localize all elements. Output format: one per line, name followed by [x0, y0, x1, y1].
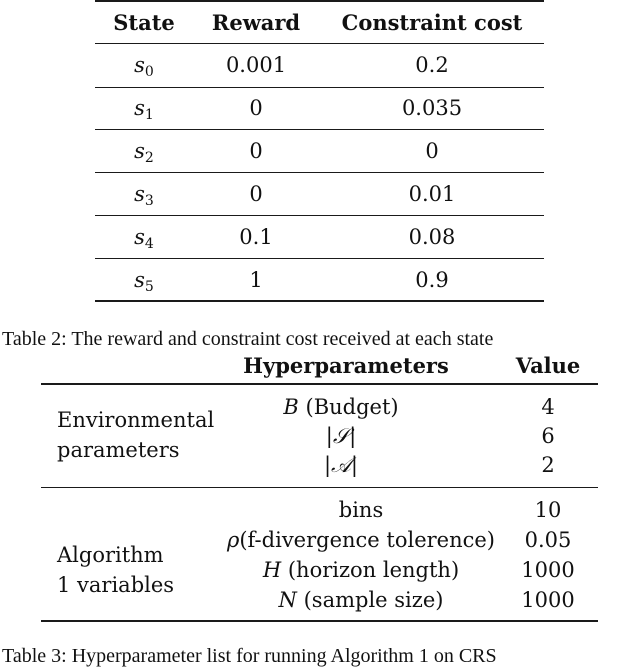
header-state: State: [113, 10, 175, 35]
group-label-line1: Environmental: [57, 408, 215, 432]
cost-cell: 0: [425, 139, 439, 163]
value-cell: 2: [541, 453, 555, 477]
header-value: Value: [515, 353, 581, 378]
param-cell: H (horizon length): [262, 558, 460, 582]
cost-cell: 0.01: [408, 182, 456, 206]
header-rule: [41, 383, 598, 385]
param-cell: |𝒜|: [323, 453, 359, 477]
value-cell: 1000: [521, 588, 575, 612]
table-2-caption: Table 2: The reward and constraint cost received at each state: [2, 328, 494, 350]
row-rule: [95, 87, 544, 88]
reward-cell: 0.001: [225, 53, 287, 77]
value-cell: 10: [534, 498, 562, 522]
cost-cell: 0.2: [415, 53, 449, 77]
reward-cell: 0: [249, 96, 263, 120]
header-rule: [95, 43, 544, 44]
row-rule: [95, 129, 544, 130]
state-cell: $s_3$: [134, 182, 154, 209]
value-cell: 6: [541, 424, 555, 448]
param-cell: ρ(f-divergence tolerence): [226, 528, 496, 552]
reward-cell: 0: [249, 139, 263, 163]
state-cell: $s_2$: [134, 139, 154, 166]
cost-cell: 0.9: [415, 268, 449, 292]
state-cell: $s_4$: [134, 225, 154, 252]
header-constraint-cost: Constraint cost: [341, 10, 523, 35]
state-cell: $s_1$: [134, 96, 154, 123]
param-cell: N (sample size): [278, 588, 444, 612]
param-cell: |𝒮|: [325, 424, 357, 448]
table-3-caption: Table 3: Hyperparameter list for running Algorithm 1 on CRS: [2, 645, 497, 667]
row-rule: [95, 172, 544, 173]
param-cell: B (Budget): [283, 395, 399, 419]
caption-clip: [0, 645, 640, 667]
param-cell: bins: [338, 498, 384, 522]
bottom-rule: [41, 620, 598, 622]
value-cell: 0.05: [524, 528, 572, 552]
header-hyperparameters: Hyperparameters: [243, 353, 449, 378]
bottom-rule: [95, 300, 544, 302]
top-rule: [95, 0, 544, 2]
header-reward: Reward: [211, 10, 301, 35]
group-label-line2: 1 variables: [57, 573, 175, 597]
group-label-line1: Algorithm: [57, 543, 164, 567]
group-label-line2: parameters: [57, 438, 180, 462]
reward-cell: 1: [249, 268, 263, 292]
row-rule: [95, 258, 544, 259]
reward-cell: 0.1: [239, 225, 273, 249]
cost-cell: 0.08: [408, 225, 456, 249]
value-cell: 1000: [521, 558, 575, 582]
cost-cell: 0.035: [401, 96, 463, 120]
reward-cell: 0: [249, 182, 263, 206]
state-cell: $s_5$: [134, 268, 154, 295]
row-rule: [95, 215, 544, 216]
state-cell: $s_0$: [134, 53, 154, 80]
value-cell: 4: [541, 395, 555, 419]
group-rule: [41, 487, 598, 488]
